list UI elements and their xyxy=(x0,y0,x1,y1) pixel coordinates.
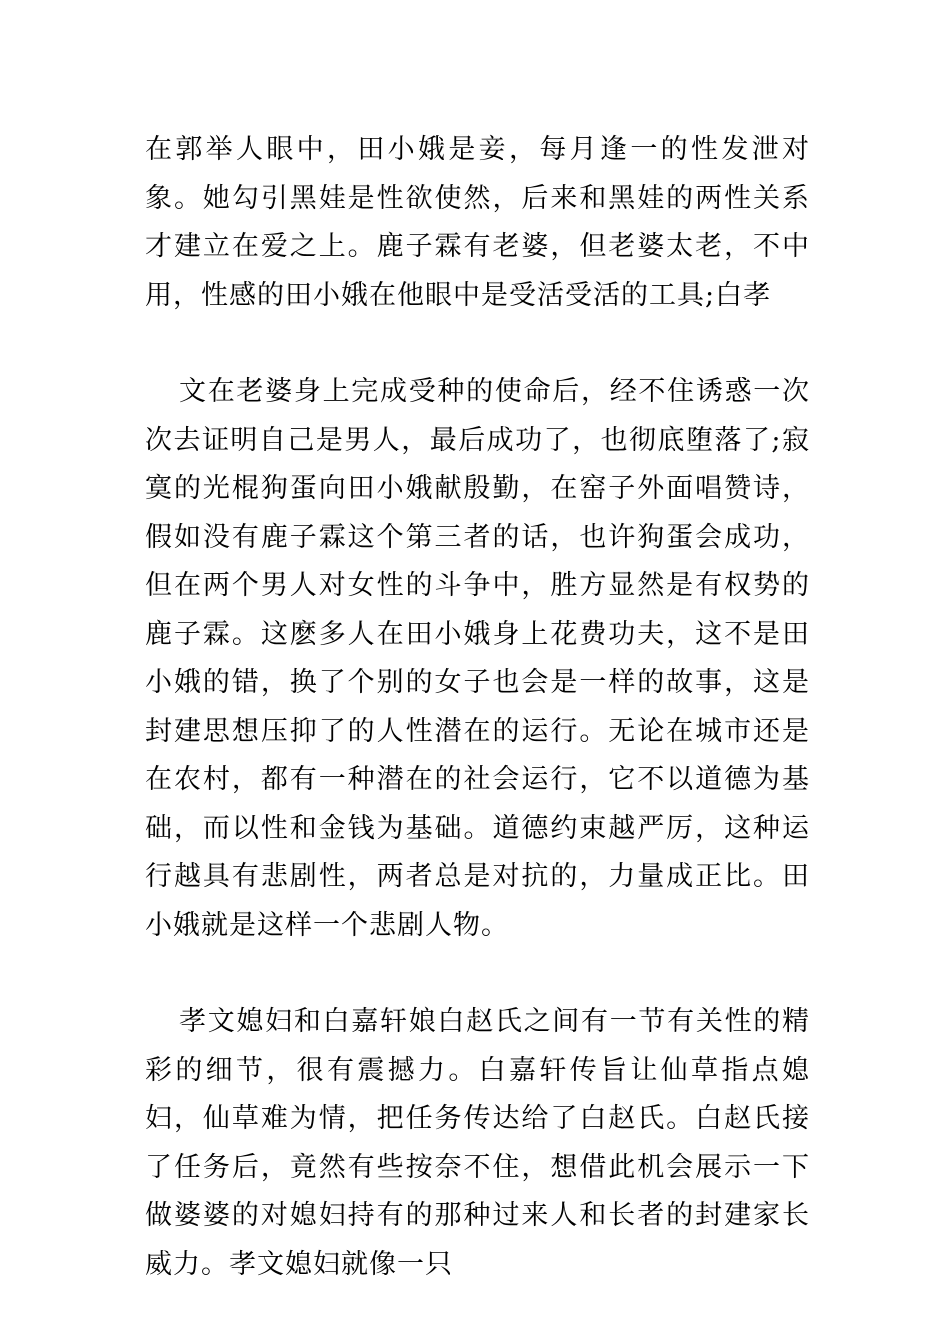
paragraph-3: 孝文媳妇和白嘉轩娘白赵氏之间有一节有关性的精彩的细节，很有震撼力。白嘉轩传旨让仙草指点媳妇，仙草难为情，把任务传达给了白赵氏。白赵氏接了任务后，竟然有些按奈不住，想借此机会展示一下做婆婆的对媳妇持有的那种过来人和长者的封建家长威力。孝文媳妇就像一只 xyxy=(145,1006,810,1280)
paragraph-1: 在郭举人眼中，田小娥是妾，每月逢一的性发泄对象。她勾引黑娃是性欲使然，后来和黑娃的两性关系才建立在爱之上。鹿子霖有老婆，但老婆太老，不中用，性感的田小娥在他眼中是受活受活的工具;白孝 xyxy=(145,134,810,311)
paragraph-2: 文在老婆身上完成受种的使命后，经不住诱惑一次次去证明自己是男人，最后成功了，也彻底堕落了;寂寞的光棍狗蛋向田小娥献殷勤，在窑子外面唱赞诗，假如没有鹿子霖这个第三者的话，也许狗蛋会成功，但在两个男人对女性的斗争中，胜方显然是有权势的鹿子霖。这麽多人在田小娥身上花费功夫，这不是田小娥的错，换了个别的女子也会是一样的故事，这是封建思想压抑了的人性潜在的运行。无论在城市还是在农村，都有一种潜在的社会运行，它不以道德为基础，而以性和金钱为基础。道德约束越严厉，这种运行越具有悲剧性，两者总是对抗的，力量成正比。田小娥就是这样一个悲剧人物。 xyxy=(145,376,810,941)
document-body xyxy=(145,126,810,1289)
